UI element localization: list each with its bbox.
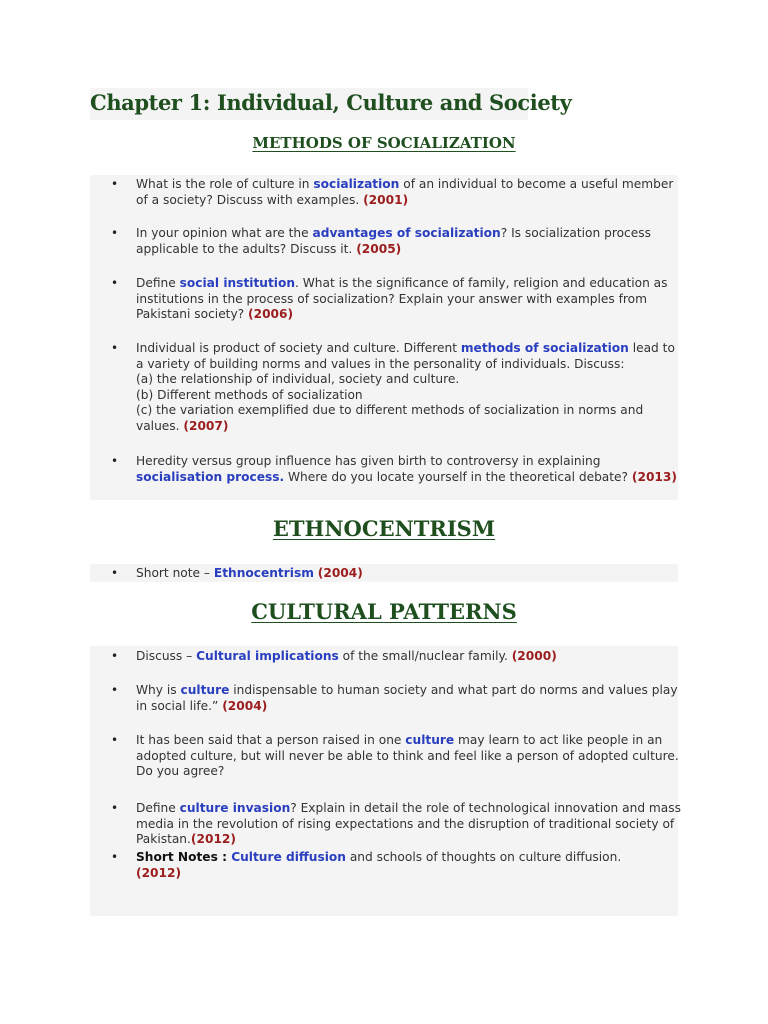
keyword-link[interactable]: social institution — [179, 276, 295, 290]
chapter-title: Chapter 1: Individual, Culture and Society — [90, 90, 572, 115]
question-item: • Short note – Ethnocentrism (2004) — [136, 566, 681, 582]
year-tag: (2005) — [356, 241, 402, 256]
year-tag: (2012) — [136, 865, 182, 880]
cultural-patterns-panel — [90, 646, 681, 916]
year-tag: (2007) — [183, 418, 229, 433]
keyword-link[interactable]: Ethnocentrism — [213, 566, 314, 580]
question-item: • Define culture invasion? Explain in detail the role of technological innovation and mass media in the revolution of rising expectations and the disruption of traditional society of Pakistan.(2012) — [136, 801, 681, 848]
keyword-link[interactable]: Culture diffusion — [231, 850, 346, 864]
question-item: • Heredity versus group influence has given birth to controversy in explaining socialisation process. Where do you locate yourself in the theoretical debate? (2013) — [136, 454, 681, 485]
year-tag: (2000) — [511, 649, 557, 663]
keyword-link[interactable]: socialisation process. — [136, 469, 285, 484]
question-item: • Discuss – Cultural implications of the small/nuclear family. (2000) — [136, 649, 681, 665]
question-item: • Short Notes : Culture diffusion and schools of thoughts on culture diffusion. (2012) — [136, 850, 681, 881]
heading-cultural-patterns: CULTURAL PATTERNS — [251, 599, 517, 624]
keyword-link[interactable]: methods of socialization — [460, 341, 629, 355]
question-item: • Individual is product of society and culture. Different methods of socialization lead to a variety of building norms and values in the personality of individuals. Discuss: (a) the relationship of individual, society and culture. (b) Different methods of socialization (c) the variation exemplified due to different methods of socialization in norms and values. (2007) — [136, 341, 681, 435]
question-item: • Define social institution. What is the significance of family, religion and education as institutions in the process of socialization? Explain your answer with examples from Pakistani society? (2006) — [136, 276, 681, 323]
keyword-link[interactable]: culture — [405, 733, 455, 747]
keyword-link[interactable]: culture — [180, 683, 230, 697]
year-tag: (2013) — [631, 469, 677, 484]
question-item: • In your opinion what are the advantages of socialization? Is socialization process applicable to the adults? Discuss it. (2005) — [136, 226, 681, 257]
methods-panel — [90, 175, 678, 500]
heading-methods-of-socialization: METHODS OF SOCIALIZATION — [252, 134, 516, 152]
keyword-link[interactable]: advantages of socialization — [312, 226, 501, 240]
ethnocentrism-panel — [90, 564, 678, 582]
question-item: • What is the role of culture in socialization of an individual to become a useful member of a society? Discuss with examples. (2001) — [136, 177, 681, 208]
question-item: • It has been said that a person raised in one culture may learn to act like people in an adopted culture, but will never be able to think and feel like a person of adopted culture. Do you agree? — [136, 733, 681, 780]
keyword-link[interactable]: socialization — [313, 177, 400, 191]
year-tag: (2004) — [317, 566, 363, 580]
short-notes-label: Short Notes : — [136, 850, 232, 864]
chapter-title-bar — [90, 88, 572, 120]
year-tag: (2001) — [363, 192, 409, 207]
question-item: • Why is culture indispensable to human society and what part do norms and values play in social life.” (2004) — [136, 683, 681, 714]
keyword-link[interactable]: Cultural implications — [196, 649, 339, 663]
heading-ethnocentrism: ETHNOCENTRISM — [272, 516, 496, 541]
year-tag: (2006) — [248, 307, 294, 322]
keyword-link[interactable]: culture invasion — [179, 801, 291, 815]
year-tag: (2012) — [190, 832, 236, 847]
year-tag: (2004) — [222, 698, 268, 713]
